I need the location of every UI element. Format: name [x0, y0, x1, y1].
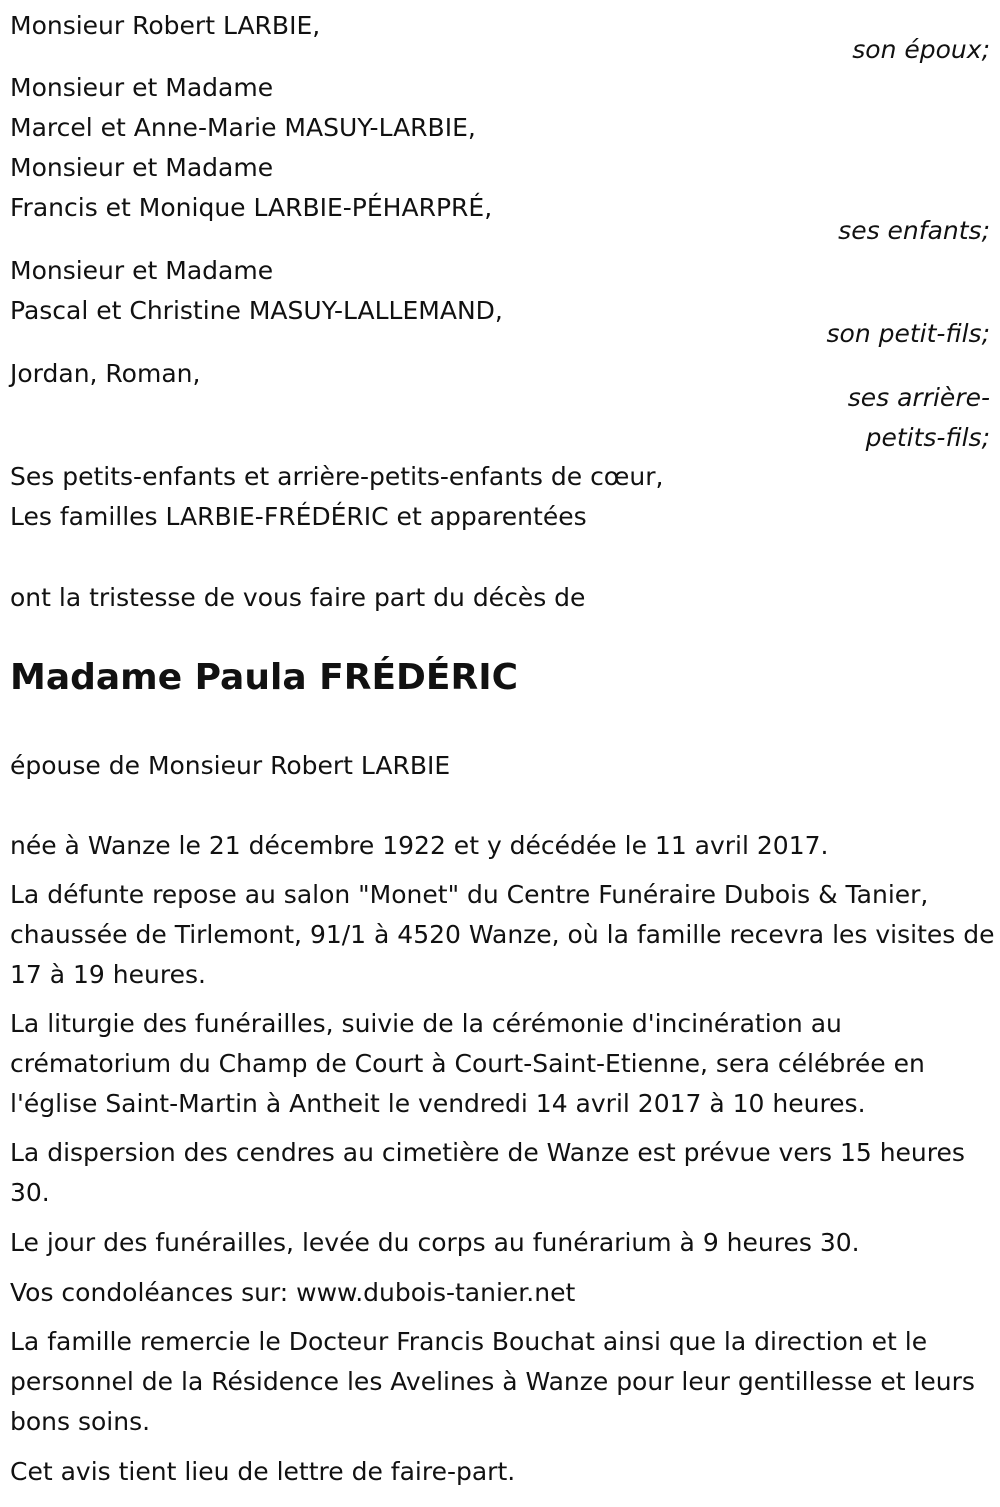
- family-name-line: Monsieur Robert LARBIE,: [10, 11, 321, 40]
- spouse-line: [10, 746, 990, 786]
- extended-family-line: Ses petits-enfants et arrière-petits-enfants de cœur,: [10, 462, 664, 491]
- paragraph-text: La dispersion des cendres au cimetière de Wanze est prévue vers 15 heures 30.: [10, 1138, 965, 1207]
- paragraph-birth-death: [10, 826, 995, 866]
- announcement-text: ont la tristesse de vous faire part du décès de: [10, 583, 586, 612]
- family-group-spouse: [10, 6, 990, 46]
- family-group-great-grandsons: [10, 354, 990, 394]
- family-name-line: Monsieur et Madame: [10, 73, 274, 102]
- paragraph-viewing: [10, 875, 995, 995]
- paragraph-text: La liturgie des funérailles, suivie de la cérémonie d'incinération au crématorium du Champ de Court à Court-Saint-Etienne, sera célébrée en l'église Saint-Martin à Antheit le vendredi 14 avril 2017 à 10 heures.: [10, 1009, 925, 1118]
- family-name-line: Francis et Monique LARBIE-PÉHARPRÉ,: [10, 193, 493, 222]
- family-role-grandson: [827, 314, 990, 354]
- paragraph-text: La famille remercie le Docteur Francis Bouchat ainsi que la direction et le personnel de la Résidence les Avelines à Wanze pour leur gentillesse et leurs bons soins.: [10, 1327, 975, 1436]
- extended-family: [10, 457, 990, 537]
- family-name-line: Jordan, Roman,: [10, 359, 201, 388]
- paragraph-condolences: [10, 1273, 995, 1313]
- family-name-line: Pascal et Christine MASUY-LALLEMAND,: [10, 296, 503, 325]
- paragraph-text: Le jour des funérailles, levée du corps au funérarium à 9 heures 30.: [10, 1228, 860, 1257]
- paragraph-text: Cet avis tient lieu de lettre de faire-part.: [10, 1457, 516, 1486]
- family-role-children: [838, 211, 990, 251]
- paragraph-thanks: [10, 1322, 995, 1442]
- paragraph-ashes: [10, 1133, 995, 1213]
- family-group-children: [10, 68, 990, 228]
- family-name-line: Monsieur et Madame: [10, 153, 274, 182]
- paragraph-text: Vos condoléances sur: www.dubois-tanier.net: [10, 1278, 576, 1307]
- family-role-great-grandsons: [848, 378, 990, 458]
- paragraph-notice: [10, 1452, 995, 1492]
- role-label: petits-fils;: [865, 423, 990, 452]
- paragraph-departure: [10, 1223, 995, 1263]
- spouse-line-text: épouse de Monsieur Robert LARBIE: [10, 751, 451, 780]
- family-name-line: Monsieur et Madame: [10, 256, 274, 285]
- paragraph-text: La défunte repose au salon "Monet" du Centre Funéraire Dubois & Tanier, chaussée de Tirlemont, 91/1 à 4520 Wanze, où la famille recevra les visites de 17 à 19 heures.: [10, 880, 995, 989]
- role-label: ses enfants;: [838, 216, 990, 245]
- role-label: son petit-fils;: [826, 319, 990, 348]
- role-label: son époux;: [852, 35, 990, 64]
- deceased-name-heading: Madame Paula FRÉDÉRIC: [10, 657, 519, 698]
- paragraph-liturgy: [10, 1004, 995, 1124]
- announcement: [10, 578, 990, 618]
- family-role-spouse: [852, 30, 990, 70]
- deceased-name: [10, 654, 990, 702]
- family-name-line: Marcel et Anne-Marie MASUY-LARBIE,: [10, 113, 476, 142]
- extended-family-line: Les familles LARBIE-FRÉDÉRIC et apparentées: [10, 502, 587, 531]
- paragraph-text: née à Wanze le 21 décembre 1922 et y décédée le 11 avril 2017.: [10, 831, 829, 860]
- role-label: ses arrière-: [847, 383, 990, 412]
